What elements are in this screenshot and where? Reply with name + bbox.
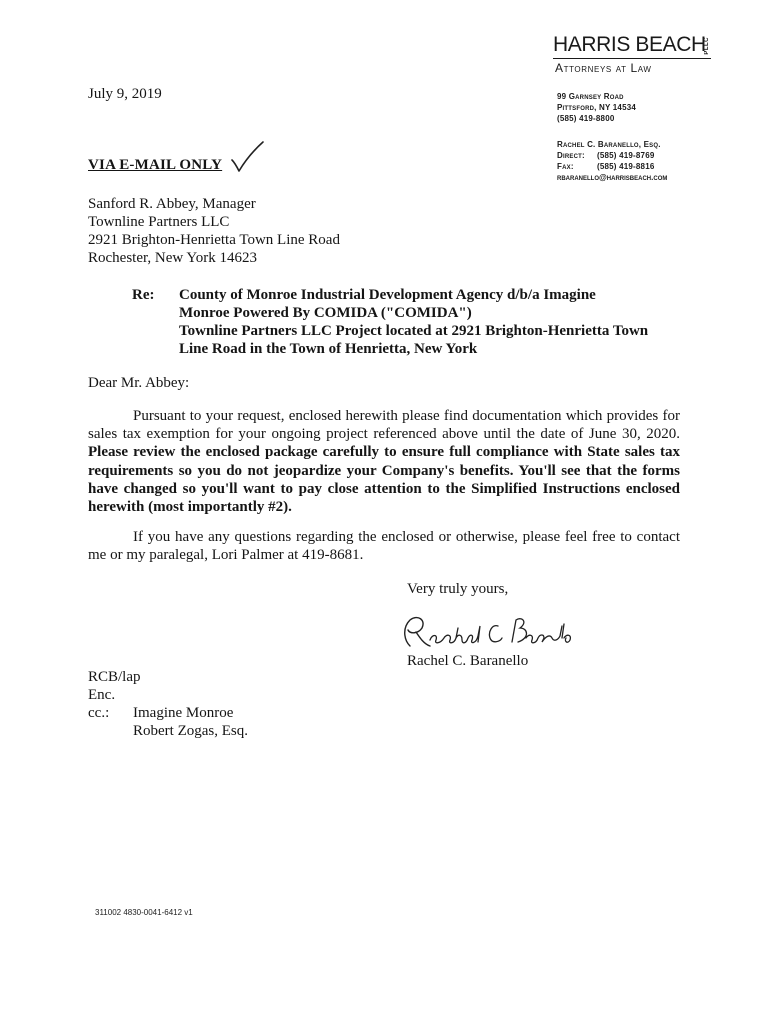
reference-initials: RCB/lap	[88, 669, 141, 685]
para2-text: If you have any questions regarding the enclosed or otherwise, please feel free to contact me or my paralegal, Lori Palmer at 419-8681.	[88, 529, 680, 564]
enclosure-notation: Enc.	[88, 687, 116, 703]
salutation: Dear Mr. Abbey:	[88, 375, 190, 391]
recipient-line: Rochester, New York 14623	[88, 250, 257, 266]
attorney-name: Rachel C. Baranello, Esq.	[557, 140, 661, 149]
re-label: Re:	[132, 287, 155, 303]
body-paragraph-1	[88, 407, 680, 516]
fax-line	[557, 161, 655, 172]
signer-name: Rachel C. Baranello	[407, 653, 529, 669]
direct-phone: (585) 419-8769	[597, 151, 655, 160]
fax-number: (585) 419-8816	[597, 162, 655, 171]
checkmark-icon	[228, 140, 266, 176]
re-line: Monroe Powered By COMIDA ("COMIDA")	[179, 305, 472, 321]
letterhead-rule	[553, 58, 711, 59]
recipient-line: Townline Partners LLC	[88, 214, 230, 230]
re-subject	[179, 286, 648, 358]
re-line: County of Monroe Industrial Development Agency d/b/a Imagine	[179, 287, 596, 303]
cc-list	[133, 704, 248, 740]
re-line: Townline Partners LLC Project located at 2921 Brighton-Henrietta Town	[179, 323, 649, 339]
letter-date: July 9, 2019	[88, 86, 162, 102]
firm-phone: (585) 419-8800	[557, 114, 615, 123]
recipient-line: Sanford R. Abbey, Manager	[88, 196, 256, 212]
firm-city: Pittsford, NY 14534	[557, 103, 637, 112]
attorney-email: rbaranello@harrisbeach.com	[557, 173, 668, 182]
para1-bold-text: Please review the enclosed package carefully to ensure full compliance with State sales tax requirements so you do not jeopardize your Company's benefits. You'll see that the forms have changed so you'll want to pay close attention to the Simplified Instructions enclosed herewith (most importantly #2).	[88, 444, 680, 516]
para1-text: Pursuant to your request, enclosed herewith please find documentation which provides for sales tax exemption for your ongoing project referenced above until the date of June 30, 2020.	[88, 408, 680, 443]
signature-icon	[396, 612, 576, 654]
direct-line	[557, 150, 655, 161]
direct-label: Direct:	[557, 151, 585, 160]
recipient-address	[88, 195, 340, 267]
body-paragraph-2	[88, 528, 680, 564]
recipient-line: 2921 Brighton-Henrietta Town Line Road	[88, 232, 340, 248]
firm-tagline: Attorneys at Law	[555, 61, 652, 75]
document-id: 311002 4830-0041-6412 v1	[95, 908, 193, 917]
cc-recipient: Imagine Monroe	[133, 705, 234, 721]
firm-name: HARRIS BEACH	[553, 33, 706, 56]
delivery-method: VIA E-MAIL ONLY	[88, 157, 223, 173]
closing: Very truly yours,	[407, 581, 509, 597]
re-line: Line Road in the Town of Henrietta, New York	[179, 341, 478, 357]
firm-suffix: PLLC	[704, 37, 710, 55]
cc-label: cc.:	[88, 705, 110, 721]
fax-label: Fax:	[557, 162, 574, 171]
firm-street: 99 Garnsey Road	[557, 92, 624, 101]
cc-recipient: Robert Zogas, Esq.	[133, 723, 248, 739]
